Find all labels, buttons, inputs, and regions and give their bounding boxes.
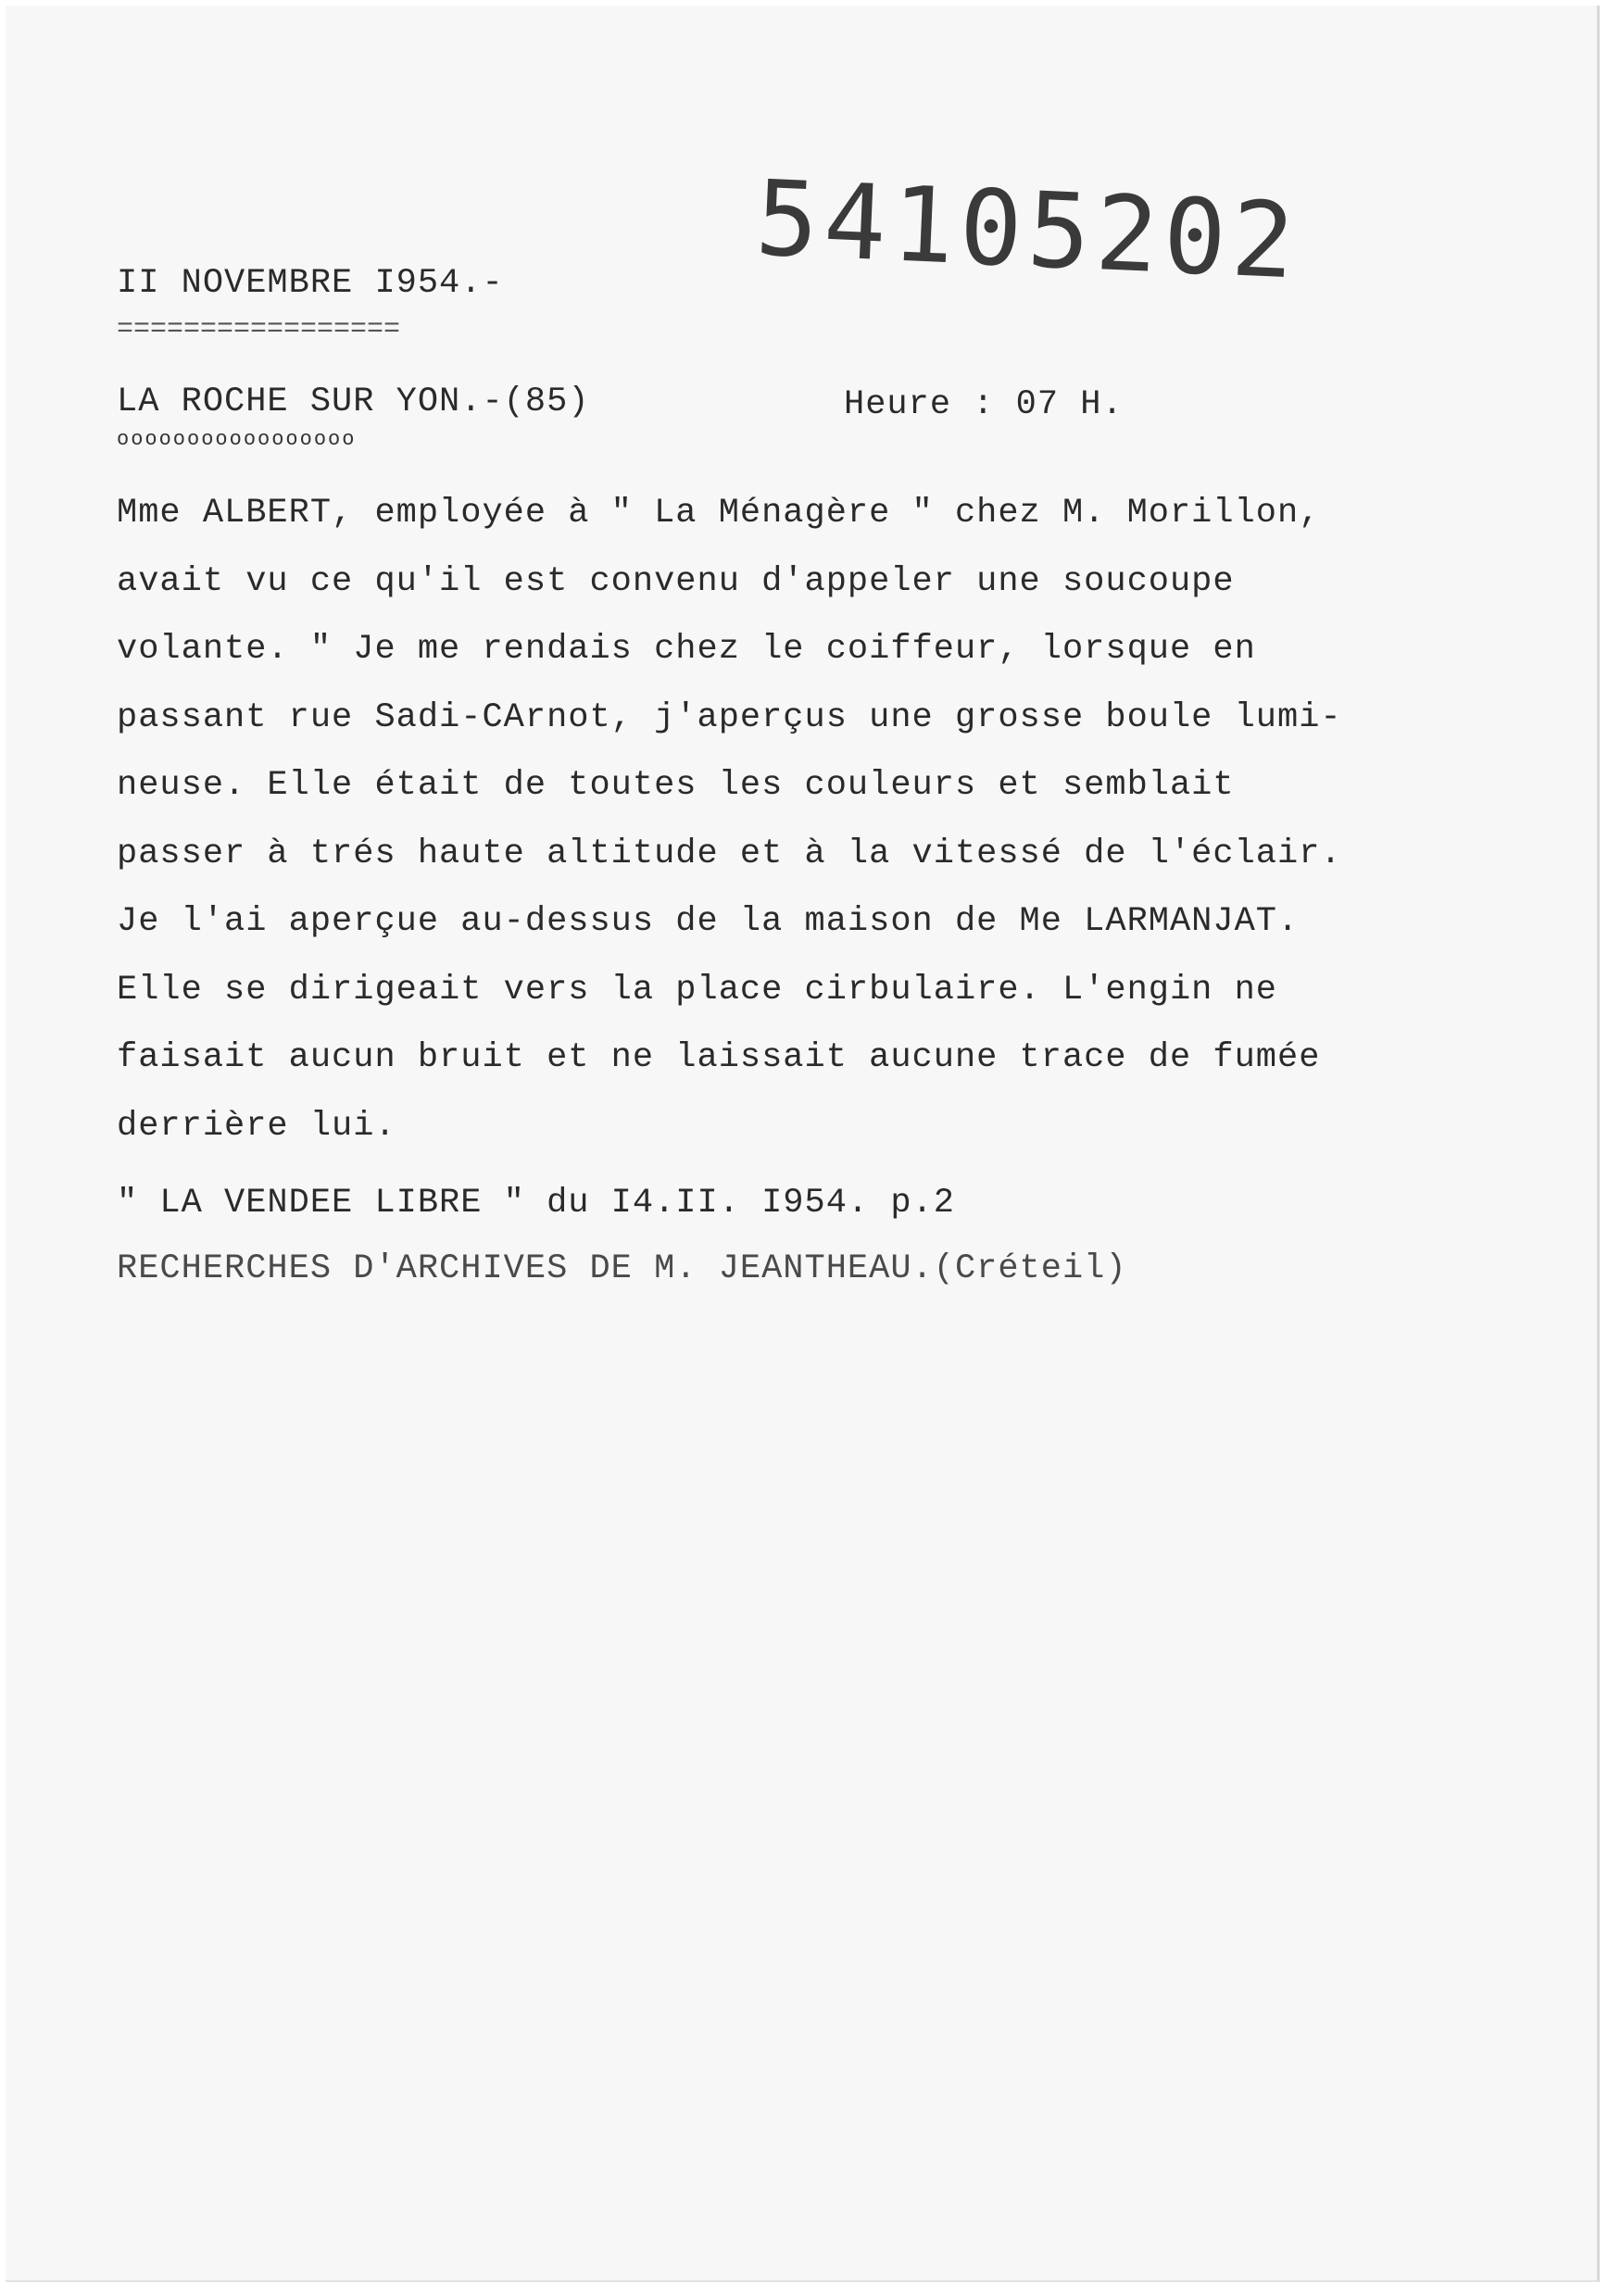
body-line: faisait aucun bruit et ne laissait aucune trace de fumée — [117, 1038, 1321, 1077]
body-line: avait vu ce qu'il est convenu d'appeler une soucoupe — [117, 561, 1235, 601]
body-line: Elle se dirigeait vers la place cirbulaire. L'engin ne — [117, 970, 1277, 1010]
date-underline: ================= — [117, 314, 401, 345]
report-body — [117, 495, 1562, 1175]
body-line: neuse. Elle était de toutes les couleurs et semblait — [117, 766, 1235, 805]
body-line: passant rue Sadi-CArnot, j'aperçus une grosse boule lumi- — [117, 697, 1342, 737]
newspaper-source: " LA VENDEE LIBRE " du I4.II. I954. p.2 — [117, 1184, 955, 1223]
report-date: II NOVEMBRE I954.- — [117, 264, 504, 303]
location-underline: ooooooooooooooooo — [117, 428, 357, 451]
report-time: Heure : 07 H. — [844, 385, 1124, 424]
reference-number-stamp: 54105202 — [753, 158, 1302, 303]
document-page — [6, 6, 1600, 2282]
body-line: volante. " Je me rendais chez le coiffeur, lorsque en — [117, 630, 1256, 669]
report-location: LA ROCHE SUR YON.-(85) — [117, 383, 590, 421]
archive-research-credit: RECHERCHES D'ARCHIVES DE M. JEANTHEAU.(Créteil) — [117, 1249, 1127, 1288]
body-line: Mme ALBERT, employée à " La Ménagère " chez M. Morillon, — [117, 494, 1321, 533]
body-line: Je l'ai aperçue au-dessus de la maison de Me LARMANJAT. — [117, 902, 1300, 941]
body-line: derrière lui. — [117, 1106, 396, 1146]
body-line: passer à trés haute altitude et à la vitessé de l'éclair. — [117, 834, 1342, 873]
